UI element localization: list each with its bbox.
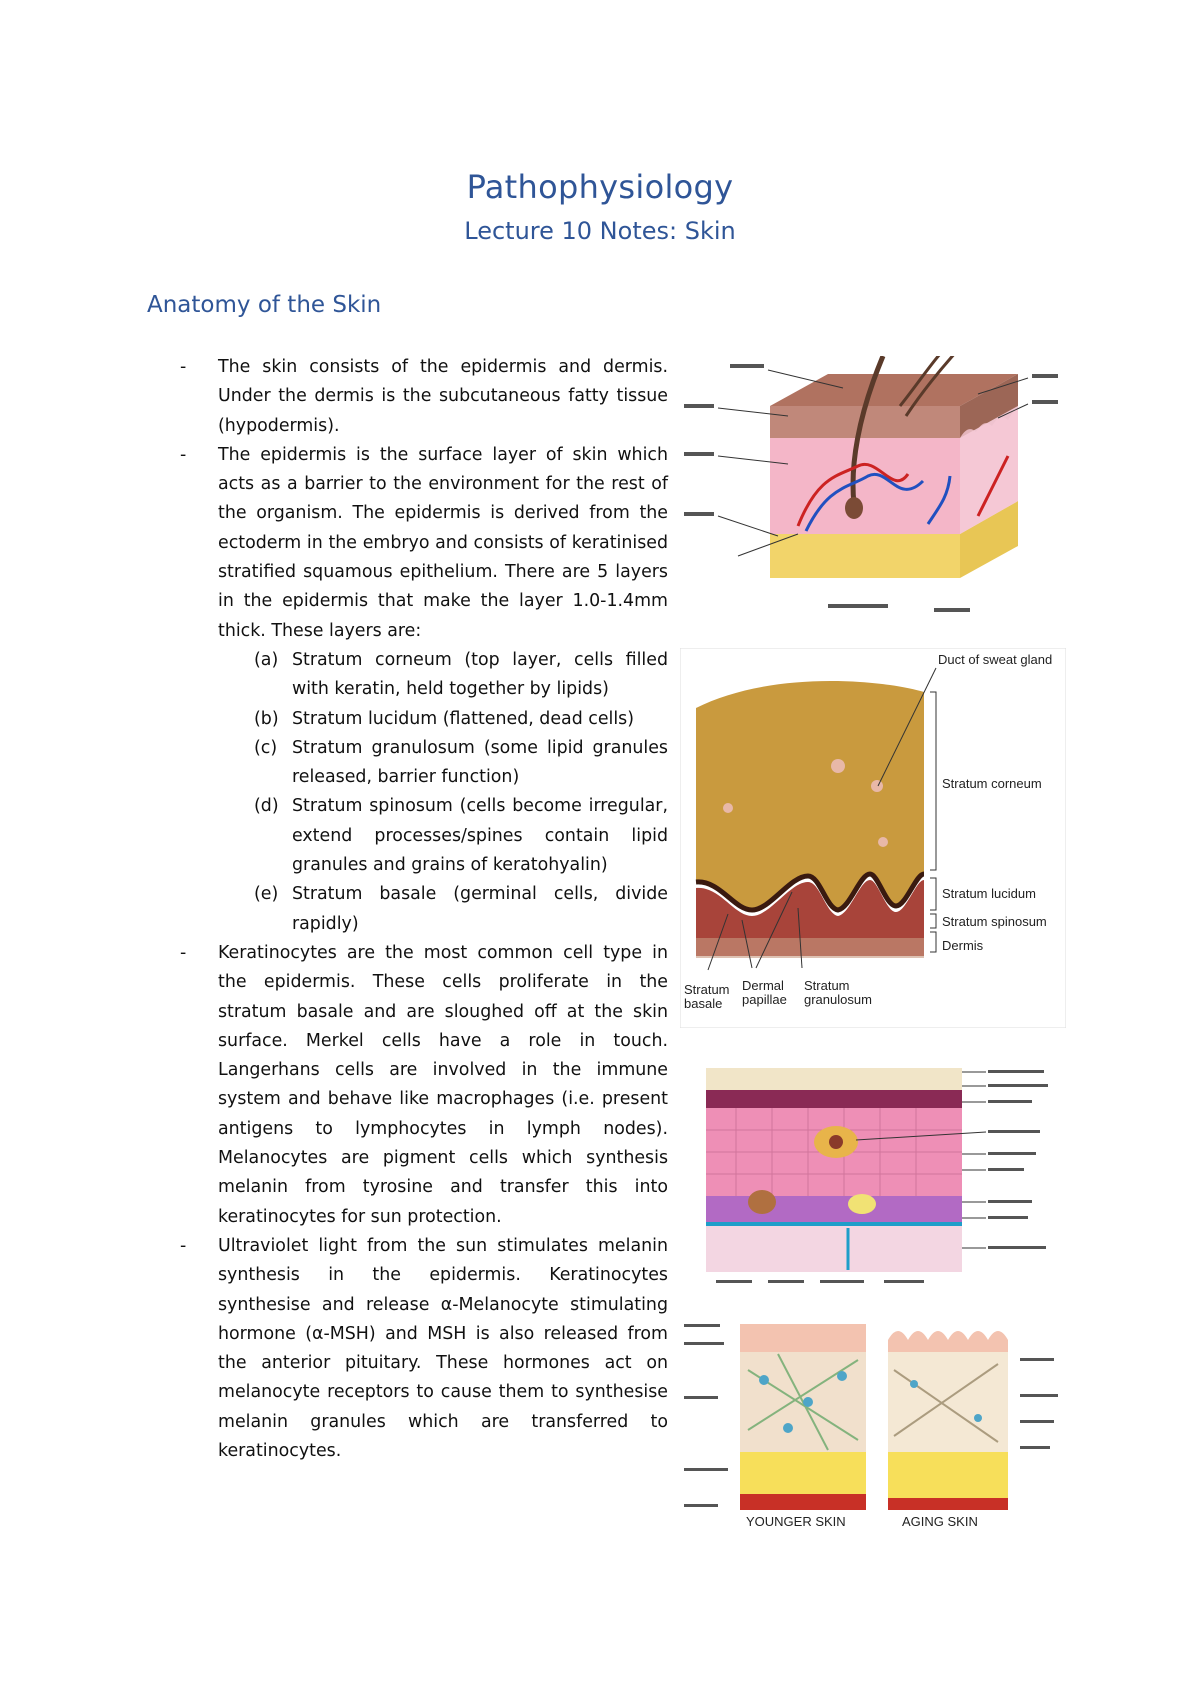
layer-label: (d): [254, 796, 279, 817]
label-papillae-2: papillae: [742, 992, 787, 1007]
label-younger: YOUNGER SKIN: [746, 1514, 846, 1529]
bullet-text: The skin consists of the epidermis and dermis. Under the dermis is the subcutaneous fatty tissue (hypodermis).: [218, 357, 668, 436]
skin-structure-figure: [678, 356, 1064, 628]
page-title: Pathophysiology: [466, 168, 734, 206]
layer-label: (e): [254, 884, 279, 905]
label-granulosum-2: granulosum: [804, 992, 872, 1007]
label-basale-2: basale: [684, 996, 723, 1011]
epidermis-histology-figure: [680, 648, 1066, 1028]
label-duct: Duct of sweat gland: [938, 652, 1053, 667]
label-basale-1: Stratum: [684, 982, 730, 997]
layer-label: (c): [254, 737, 278, 758]
layer-label: (b): [254, 708, 279, 729]
layer-text: Stratum lucidum (flattened, dead cells): [292, 708, 635, 729]
layer-item: [180, 646, 668, 705]
label-dermis: Dermis: [942, 938, 984, 953]
layer-text: Stratum corneum (top layer, cells filled with keratin, held together by lipids): [292, 649, 668, 700]
bullet-text: Keratinocytes are the most common cell type in the epidermis. These cells proliferate in the stratum basale and are sloughed off at the skin surface. Merkel cells have a role in touch. Langerhans cells are involved in the immune system and behave like macrophages (i.e. present antigens to lymphocytes in lymph nodes). Melanocytes are pigment cells which synthesis melanin from tyrosine and transfer this into keratinocytes for sun protection.: [218, 942, 668, 1227]
label-corneum: Stratum corneum: [942, 776, 1042, 791]
bullet-item: - Keratinocytes are the most common cell type in the epidermis. These cells proliferate in the stratum basale and are sloughed off at the skin surface. Merkel cells have a role in touch. Langerhans cells are involved in the immune system and behave like macrophages (i.e. present antigens to lymphocytes in lymph nodes). Melanocytes are pigment cells which synthesis melanin from tyrosine and transfer this into keratinocytes for sun protection.: [180, 942, 668, 1227]
layer-item: [180, 734, 668, 793]
section-heading: Anatomy of the Skin: [147, 292, 382, 318]
younger-skin-panel: [740, 1324, 866, 1510]
layer-item: [180, 705, 668, 734]
label-papillae-1: Dermal: [742, 978, 784, 993]
label-spinosum: Stratum spinosum: [942, 914, 1047, 929]
aging-skin-figure: [678, 1310, 1066, 1532]
bullet-text: Ultraviolet light from the sun stimulates melanin synthesis in the epidermis. Keratinocytes synthesise and release α-Melanocyte stimulating hormone (α-MSH) and MSH is also released from the anterior pituitary. These hormones act on melanocyte receptors to cause them to synthesise melanin granules which are transferred to keratinocytes.: [218, 1235, 668, 1461]
aging-skin-panel: [888, 1331, 1008, 1510]
notes-column: [180, 353, 668, 1466]
layer-item: [180, 880, 668, 939]
layer-text: Stratum basale (germinal cells, divide rapidly): [292, 884, 668, 934]
layer-label: (a): [254, 649, 279, 670]
bullet-item: - The epidermis is the surface layer of skin which acts as a barrier to the environment for the rest of the organism. The epidermis is derived from the ectoderm in the embryo and consists of keratinised stratified squamous epithelium. There are 5 layers in the epidermis that make the layer 1.0-1.4mm thick. These layers are:: [180, 444, 668, 641]
bullet-item: - The skin consists of the epidermis and dermis. Under the dermis is the subcutaneous fatty tissue (hypodermis).: [180, 357, 668, 436]
bullet-text: The epidermis is the surface layer of skin which acts as a barrier to the environment for the rest of the organism. The epidermis is derived from the ectoderm in the embryo and consists of keratinised stratified squamous epithelium. There are 5 layers in the epidermis that make the layer 1.0-1.4mm thick. These layers are:: [218, 444, 668, 641]
layer-text: Stratum spinosum (cells become irregular, extend processes/spines contain lipid granules and grains of keratohyalin): [292, 796, 668, 876]
page-subtitle: Lecture 10 Notes: Skin: [464, 217, 736, 245]
epidermal-cells-figure: [676, 1058, 1066, 1292]
label-lucidum: Stratum lucidum: [942, 886, 1036, 901]
bullet-item: - Ultraviolet light from the sun stimulates melanin synthesis in the epidermis. Keratinocytes synthesise and release α-Melanocyte stimulating hormone (α-MSH) and MSH is also released from the anterior pituitary. These hormones act on melanocyte receptors to cause them to synthesise melanin granules which are transferred to keratinocytes.: [180, 1235, 668, 1461]
layer-item: [180, 792, 668, 880]
label-aging: AGING SKIN: [902, 1514, 978, 1529]
layer-text: Stratum granulosum (some lipid granules released, barrier function): [292, 737, 668, 788]
label-granulosum-1: Stratum: [804, 978, 850, 993]
